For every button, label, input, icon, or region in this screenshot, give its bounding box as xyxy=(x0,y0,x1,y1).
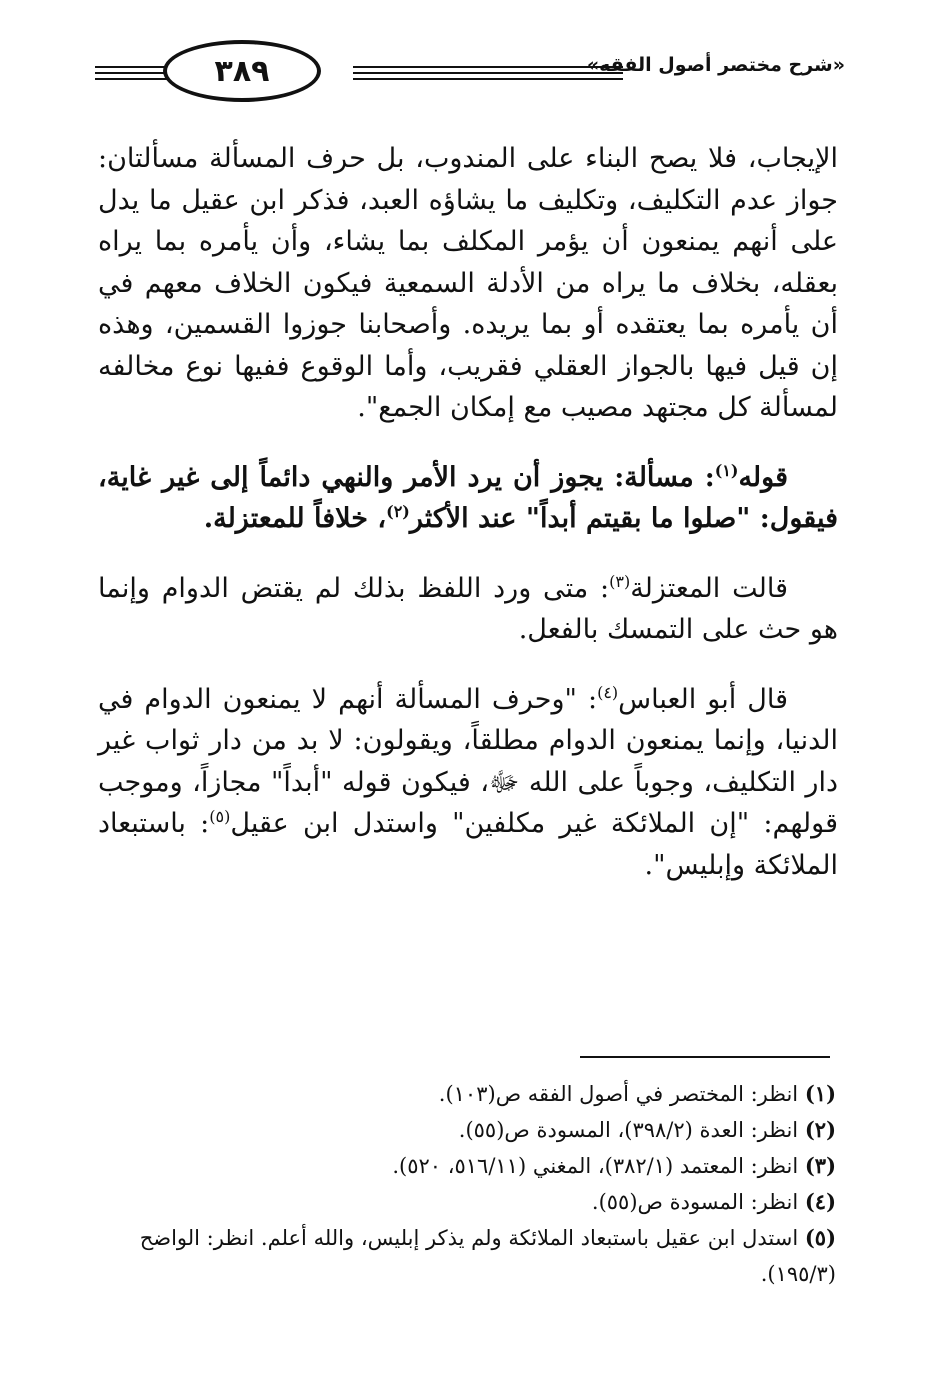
footnote-ref: (١) xyxy=(714,460,739,480)
paragraph-1: الإيجاب، فلا يصح البناء على المندوب، بل حرف المسألة مسألتان: جواز عدم التكليف، وتكليف ما يشاؤه العبد، فذكر ابن عقيل ما يدل على أنهم يمنعون أن يؤمر المكلف بما يشاء، وأن يأمره بما يراه بعقله، بخلاف ما يراه من الأدلة السمعية فيكون الخلاف معهم في أن يأمره بما يعتقده أو بما يريده. وأصحابنا جوزوا القسمين، وهذه إن قيل فيها بالجواز العقلي فقريب، وأما الوقوع ففيها نوع مخالفه لمسألة كل مجتهد مصيب مع إمكان الجمع". xyxy=(98,143,838,423)
footnote-ref: (٥) xyxy=(209,807,231,826)
text-run: : مسألة: يجوز أن يرد الأمر والنهي دائماً إلى غير غاية، فيقول: "صلوا ما بقيتم أبداً" عند الأكثر xyxy=(98,461,838,534)
text-run: قالت المعتزلة xyxy=(630,572,788,604)
main-text xyxy=(98,138,838,886)
text-run: قوله xyxy=(738,461,788,493)
footnote-text: انظر: المسودة ص(٥٥). xyxy=(591,1190,799,1214)
footnotes xyxy=(88,1076,836,1292)
footnote-number: (٥) xyxy=(804,1225,836,1250)
page-number: ٣٨٩ xyxy=(163,40,321,102)
text-run: : باستبعاد الملائكة وإبليس". xyxy=(98,808,838,881)
footnote-text: انظر: المختصر في أصول الفقه ص(١٠٣). xyxy=(438,1082,799,1106)
footnote-number: (٢) xyxy=(804,1117,836,1142)
footnote-number: (٤) xyxy=(804,1189,836,1214)
header-rule-right xyxy=(353,72,623,74)
footnote-ref: (٤) xyxy=(597,682,619,702)
footnote-text: انظر: العدة (٣٩٨/٢)، المسودة ص(٥٥). xyxy=(458,1118,799,1142)
footnote-ref: (٣) xyxy=(609,571,631,591)
footnote-ref: (٢) xyxy=(386,502,410,521)
header-rule-right xyxy=(353,78,623,80)
footnote-text: انظر: المعتمد (٣٨٢/١)، المغني (٥١٦/١١، ٥٢٠). xyxy=(392,1154,799,1178)
paragraph-3 xyxy=(98,568,838,651)
footnote-item xyxy=(88,1220,836,1292)
footnote-item xyxy=(88,1112,836,1148)
footnote-number: (١) xyxy=(804,1081,836,1106)
text-run: ، خلافاً للمعتزلة. xyxy=(203,503,387,534)
page-header xyxy=(95,38,845,118)
footnote-item xyxy=(88,1184,836,1220)
header-rule-right xyxy=(353,66,623,68)
footnote-separator xyxy=(580,1056,830,1058)
running-title: «شرح مختصر أصول الفقه» xyxy=(586,54,845,76)
text-run: : متى ورد اللفظ بذلك لم يقتض الدوام وإنما هو حث على التمسك بالفعل. xyxy=(98,572,838,645)
paragraph-2-matn xyxy=(98,457,838,540)
text-run: قال أبو العباس xyxy=(618,683,788,715)
footnote-item xyxy=(88,1148,836,1184)
text-run: : "وحرف المسألة أنهم لا يمنعون الدوام في الدنيا، وإنما يمنعون الدوام مطلقاً، ويقولون: لا بد من دار ثواب غير دار التكليف، وجوباً على الله ﷻ، فيكون قوله "أبداً" مجازاً، وموجب قولهم: "إن الملائكة غير مكلفين" واستدل ابن عقيل xyxy=(98,683,838,839)
footnote-item xyxy=(88,1076,836,1112)
paragraph-4 xyxy=(98,679,838,887)
footnote-number: (٣) xyxy=(804,1153,836,1178)
footnote-text: استدل ابن عقيل باستبعاد الملائكة ولم يذكر إبليس، والله أعلم. انظر: الواضح (١٩٥/٣). xyxy=(139,1226,836,1286)
